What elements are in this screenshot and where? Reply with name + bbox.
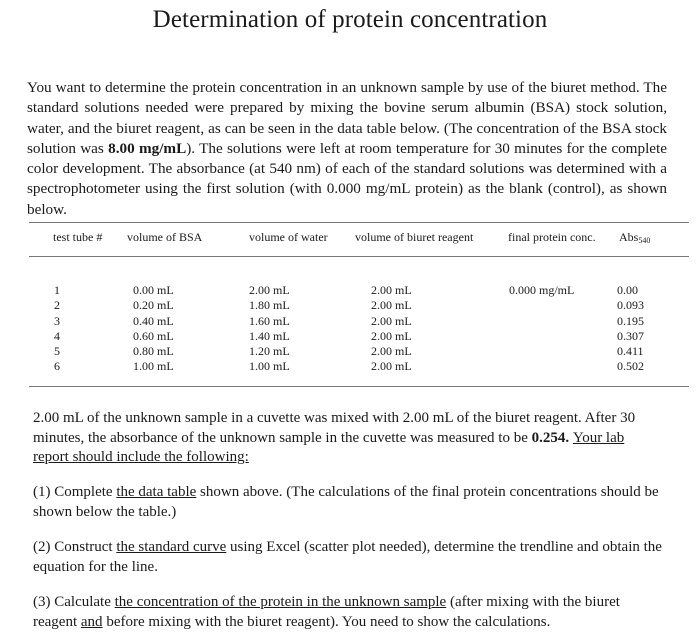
table-cell: 2.00 mL — [249, 283, 290, 297]
header-absorbance — [619, 230, 650, 245]
table-cell: 0.307 — [617, 328, 644, 343]
table-cell: 1.40 mL — [249, 328, 290, 343]
table-cell: 2 — [54, 298, 60, 313]
table-cell: 0.195 — [617, 313, 644, 328]
header-abs-text: Abs — [619, 230, 639, 244]
page-title: Determination of protein concentration — [152, 6, 548, 33]
table-cell: 0.60 mL — [133, 328, 174, 343]
column-volume-biuret — [371, 283, 412, 375]
unknown-absorbance: 0.254 — [531, 429, 566, 446]
task-2-underlined: the standard curve — [116, 539, 227, 555]
table-cell: 1.20 mL — [249, 344, 290, 359]
column-volume-water — [249, 283, 290, 375]
task-3-underlined: the concentration of the protein in the unknown sample — [114, 594, 447, 610]
header-volume-water: volume of water — [249, 230, 328, 244]
table-cell: 0.411 — [617, 344, 644, 359]
table-cell: 6 — [54, 359, 60, 374]
table-cell: 0.502 — [617, 359, 644, 374]
table-cell: 1.80 mL — [249, 298, 290, 313]
table-cell: 1.00 mL — [249, 359, 290, 374]
table-cell: 1 — [54, 283, 60, 297]
table-cell: 2.00 mL — [371, 298, 412, 313]
table-cell: 3 — [54, 313, 60, 328]
task-3-prefix: (3) Calculate — [33, 594, 115, 610]
task-1-prefix: (1) Complete — [33, 484, 117, 500]
table-cell: 2.00 mL — [371, 328, 412, 343]
table-bottom-rule — [29, 386, 689, 387]
table-cell: 2.00 mL — [371, 344, 412, 359]
task-3-mid: (after mixing with the biuret reagent — [33, 594, 620, 630]
task-3 — [33, 593, 663, 632]
task-1-text: shown above. (The calculations of the final protein concentrations should be shown below the table.) — [33, 484, 659, 520]
table-cell: 2.00 mL — [371, 313, 412, 328]
table-cell: 0.000 mg/mL — [509, 283, 575, 297]
task-3-and: and — [80, 613, 103, 630]
table-cell: 0.80 mL — [133, 344, 174, 359]
header-abs-subscript: 540 — [638, 236, 651, 245]
header-volume-biuret: volume of biuret reagent — [355, 230, 474, 244]
task-1-underlined: the data table — [116, 484, 197, 500]
column-final-conc — [509, 283, 574, 298]
table-cell: 2.00 mL — [371, 283, 412, 297]
task-2-prefix: (2) Construct — [33, 539, 117, 555]
stock-concentration: 8.00 mg/mL — [108, 139, 187, 157]
table-cell: 0.00 mL — [133, 283, 174, 297]
task-1 — [33, 483, 663, 522]
column-test-tube — [54, 283, 60, 375]
table-top-rule — [29, 222, 689, 223]
header-test-tube: test tube # — [53, 230, 103, 244]
table-cell: 0.20 mL — [133, 298, 174, 313]
column-absorbance — [617, 283, 644, 375]
table-cell: 4 — [54, 328, 60, 343]
header-final-conc: final protein conc. — [508, 230, 596, 244]
table-cell: 1.00 mL — [133, 359, 174, 374]
table-cell: 2.00 mL — [371, 359, 412, 374]
intro-text-1: You want to determine the protein concentration in an unknown sample by use of the biuret method. The standard solutions needed were prepared by mixing the bovine serum albumin (BSA) stock solution, water, and the biuret reagent, as can be seen in the data table below. (The concentration of the BSA stock solution was — [27, 79, 667, 157]
lab-report-heading: Your lab report should include the following: — [33, 429, 625, 465]
header-volume-bsa: volume of BSA — [127, 230, 203, 244]
task-3-text: before mixing with the biuret reagent). You need to show the calculations. — [102, 613, 551, 630]
column-volume-bsa — [133, 283, 174, 375]
unknown-period: . — [565, 429, 573, 446]
table-cell: 0.00 — [617, 283, 638, 297]
task-2-text: using Excel (scatter plot needed), determine the trendline and obtain the equation for the line. — [33, 539, 662, 575]
table-cell: 0.093 — [617, 298, 644, 313]
header-bottom-rule — [29, 256, 689, 257]
table-cell: 5 — [54, 344, 60, 359]
intro-text-2: ). The solutions were left at room temperature for 30 minutes for the complete color development. The absorbance (at 540 nm) of each of the standard solutions was determined with a spectrophotometer using the first solution (with 0.000 mg/mL protein) as the blank (control), as shown below. — [27, 139, 667, 218]
unknown-text: 2.00 mL of the unknown sample in a cuvette was mixed with 2.00 mL of the biuret reagent. After 30 minutes, the absorbance of the unknown sample in the cuvette was measured to be — [33, 410, 636, 446]
unknown-sample-paragraph — [33, 409, 663, 468]
intro-paragraph — [27, 78, 667, 220]
table-cell: 0.40 mL — [133, 313, 174, 328]
task-2 — [33, 538, 663, 577]
table-cell: 1.60 mL — [249, 313, 290, 328]
